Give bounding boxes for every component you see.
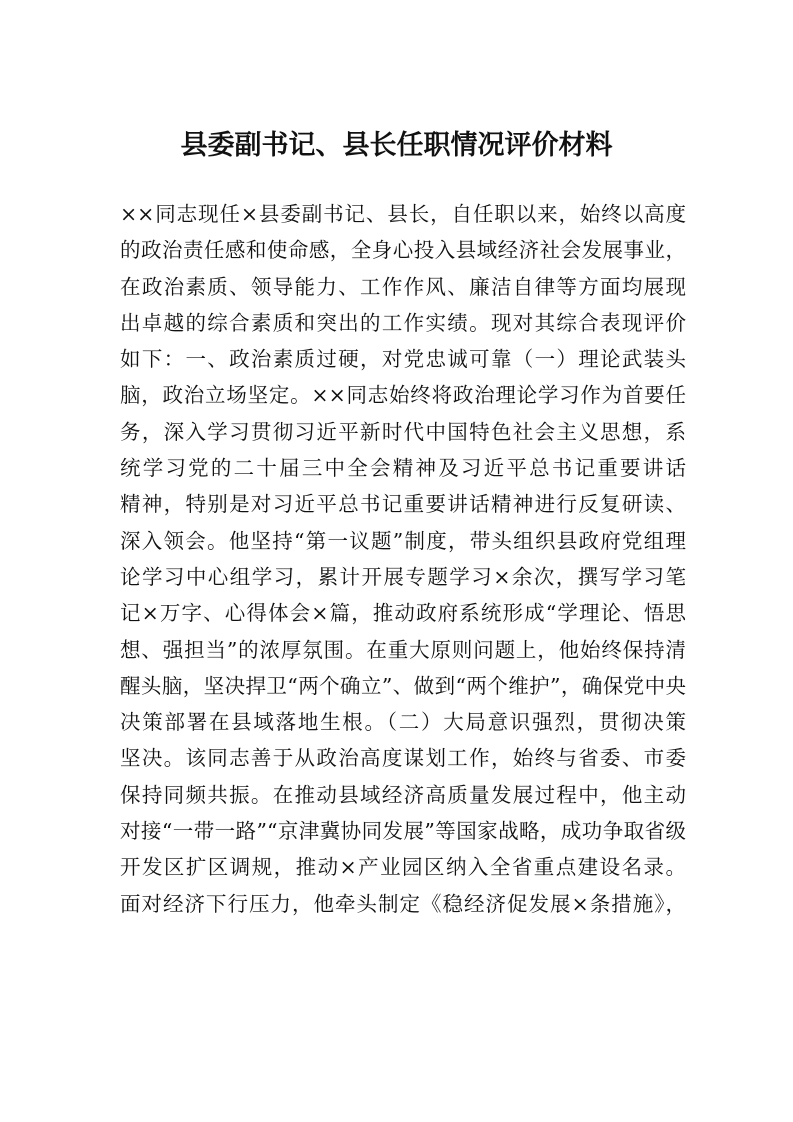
- body-line: 面对经济下行压力，他牵头制定《稳经济促发展×条措施》，: [120, 891, 686, 916]
- document-body: [120, 196, 686, 922]
- body-line: 对接“一带一路”“京津冀协同发展”等国家战略，成功争取省级: [120, 819, 686, 844]
- body-line: 深入领会。他坚持“第一议题”制度，带头组织县政府党组理: [120, 528, 686, 553]
- body-line: ××同志现任×县委副书记、县长，自任职以来，始终以高度: [120, 202, 686, 226]
- body-line: 的政治责任感和使命感，全身心投入县域经济社会发展事业，: [120, 238, 686, 263]
- body-line: 精神，特别是对习近平总书记重要讲话精神进行反复研读、: [120, 492, 686, 517]
- body-line: 出卓越的综合素质和突出的工作实绩。现对其综合表现评价: [120, 310, 686, 335]
- body-line: 在政治素质、领导能力、工作作风、廉洁自律等方面均展现: [120, 274, 686, 299]
- body-line: 醒头脑，坚决捍卫“两个确立”、做到“两个维护”，确保党中央: [120, 673, 686, 698]
- body-line: 保持同频共振。在推动县域经济高质量发展过程中，他主动: [120, 782, 686, 807]
- document-title: 县委副书记、县长任职情况评价材料: [180, 130, 613, 161]
- body-line: 统学习党的二十届三中全会精神及习近平总书记重要讲话: [120, 456, 686, 481]
- body-line: 论学习中心组学习，累计开展专题学习×余次，撰写学习笔: [120, 564, 686, 589]
- body-line: 务，深入学习贯彻习近平新时代中国特色社会主义思想，系: [120, 419, 686, 444]
- body-line: 想、强担当”的浓厚氛围。在重大原则问题上，他始终保持清: [120, 637, 686, 662]
- body-line: 脑，政治立场坚定。××同志始终将政治理论学习作为首要任: [120, 383, 686, 408]
- body-line: 记×万字、心得体会×篇，推动政府系统形成“学理论、悟思: [120, 601, 686, 626]
- body-line: 开发区扩区调规，推动×产业园区纳入全省重点建设名录。: [120, 855, 686, 880]
- body-line: 坚决。该同志善于从政治高度谋划工作，始终与省委、市委: [120, 746, 686, 771]
- body-line: 决策部署在县域落地生根。（二）大局意识强烈，贯彻决策: [120, 710, 686, 735]
- body-line: 如下：一、政治素质过硬，对党忠诚可靠（一）理论武装头: [120, 347, 686, 372]
